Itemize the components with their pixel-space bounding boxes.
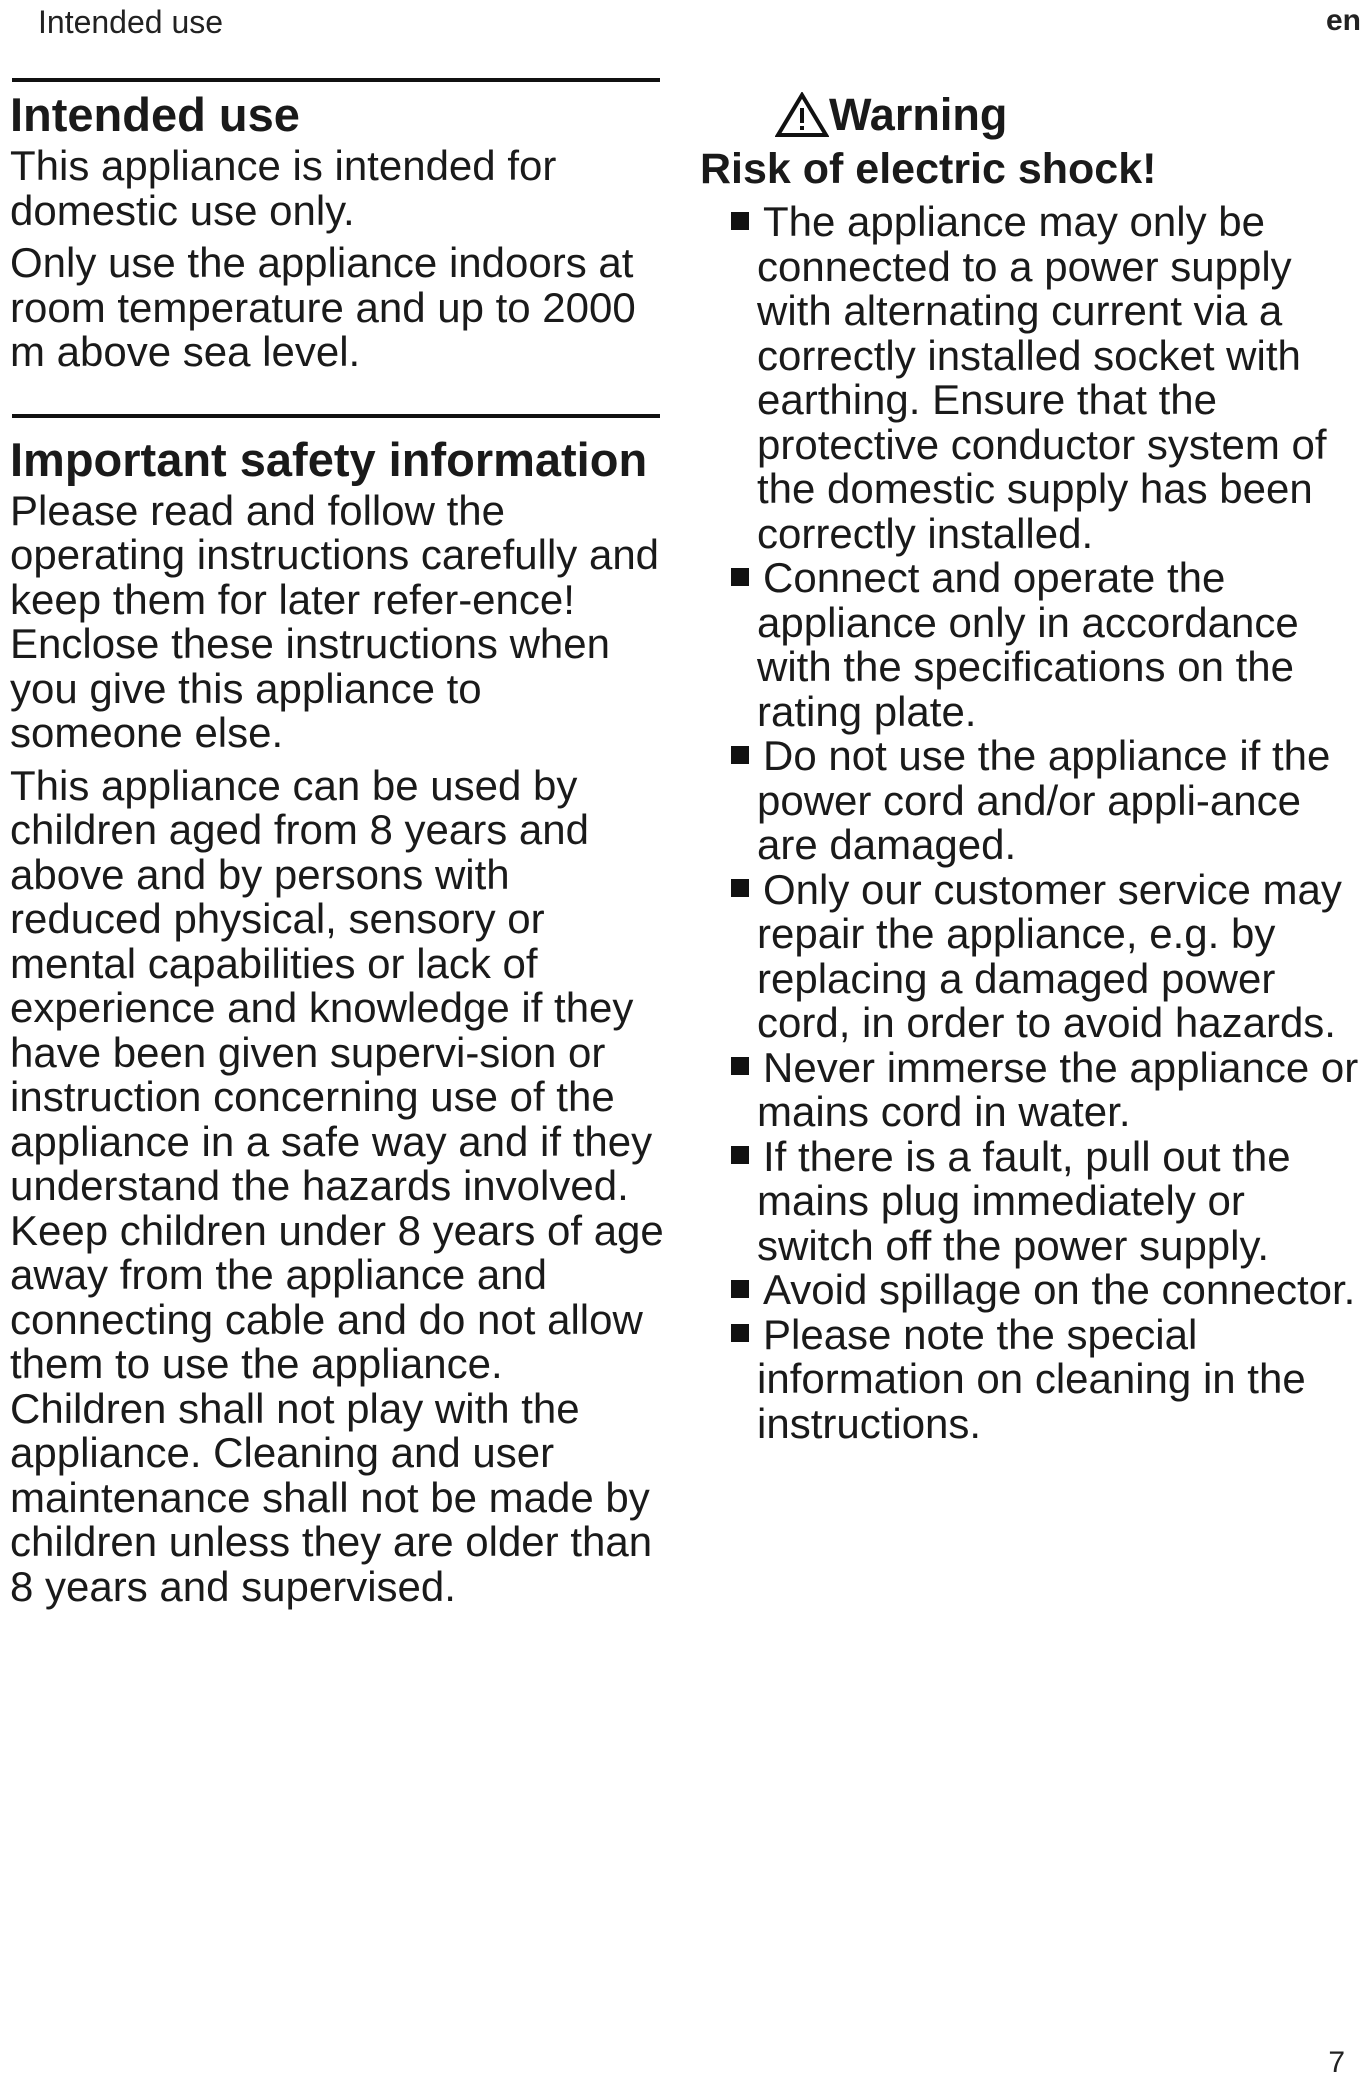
square-bullet-icon [731, 1280, 749, 1298]
running-header-section: Intended use [38, 4, 224, 40]
warning-heading [775, 86, 1367, 144]
square-bullet-icon [731, 879, 749, 897]
list-item: The appliance may only be connected to a power supply with alternating current via a correctly installed socket with earthing. Ensure that the protective conductor system of the domestic supply has been correctly installed. [757, 200, 1367, 556]
square-bullet-icon [731, 568, 749, 586]
square-bullet-icon [731, 1057, 749, 1075]
language-code: en [1325, 4, 1361, 37]
list-item: Only our customer service may repair the appliance, e.g. by replacing a damaged power cord, in order to avoid hazards. [757, 868, 1367, 1046]
warning-label: Warning [829, 89, 1008, 140]
section-rule-top [12, 78, 660, 82]
intended-use-paragraph-2: Only use the appliance indoors at room temperature and up to 2000 m above sea level. [10, 239, 636, 375]
page-number: 7 [1328, 2046, 1345, 2079]
list-item: Do not use the appliance if the power cord and/or appli-ance are damaged. [757, 734, 1367, 868]
intended-use-paragraph-1: This appliance is intended for domestic use only. [10, 142, 557, 234]
safety-paragraph-2: This appliance can be used by children aged from 8 years and above and by persons with reduced physical, sensory or mental capabilities or lack of experience and knowledge if they have been given supervi-sion or instruction concerning use of the appliance in a safe way and if they understand the hazards involved. Keep children under 8 years of age away from the appliance and connecting cable and do not allow them to use the appliance. Children shall not play with the appliance. Cleaning and user maintenance shall not be made by children unless they are older than 8 years and supervised. [10, 761, 664, 1610]
list-item: Never immerse the appliance or mains cord in water. [757, 1046, 1367, 1135]
square-bullet-icon [731, 746, 749, 764]
right-column [700, 86, 1367, 1446]
square-bullet-icon [731, 1324, 749, 1342]
left-column [10, 86, 670, 1609]
list-item: Please note the special information on cleaning in the instructions. [757, 1313, 1367, 1447]
safety-heading: Important safety information [10, 432, 648, 486]
list-item: If there is a fault, pull out the mains plug immediately or switch off the power supply. [757, 1135, 1367, 1269]
warning-subtitle: Risk of electric shock! [700, 145, 1157, 193]
list-item: Connect and operate the appliance only in accordance with the specifications on the rating plate. [757, 556, 1367, 734]
square-bullet-icon [731, 212, 749, 230]
warning-triangle-icon [775, 92, 829, 138]
square-bullet-icon [731, 1146, 749, 1164]
intended-use-heading: Intended use [10, 88, 300, 141]
warning-list [700, 200, 1367, 1446]
safety-paragraph-1: Please read and follow the operating instructions carefully and keep them for later refer-ence! Enclose these instructions when you give this appliance to someone else. [10, 486, 660, 756]
list-item: Avoid spillage on the connector. [757, 1268, 1367, 1313]
